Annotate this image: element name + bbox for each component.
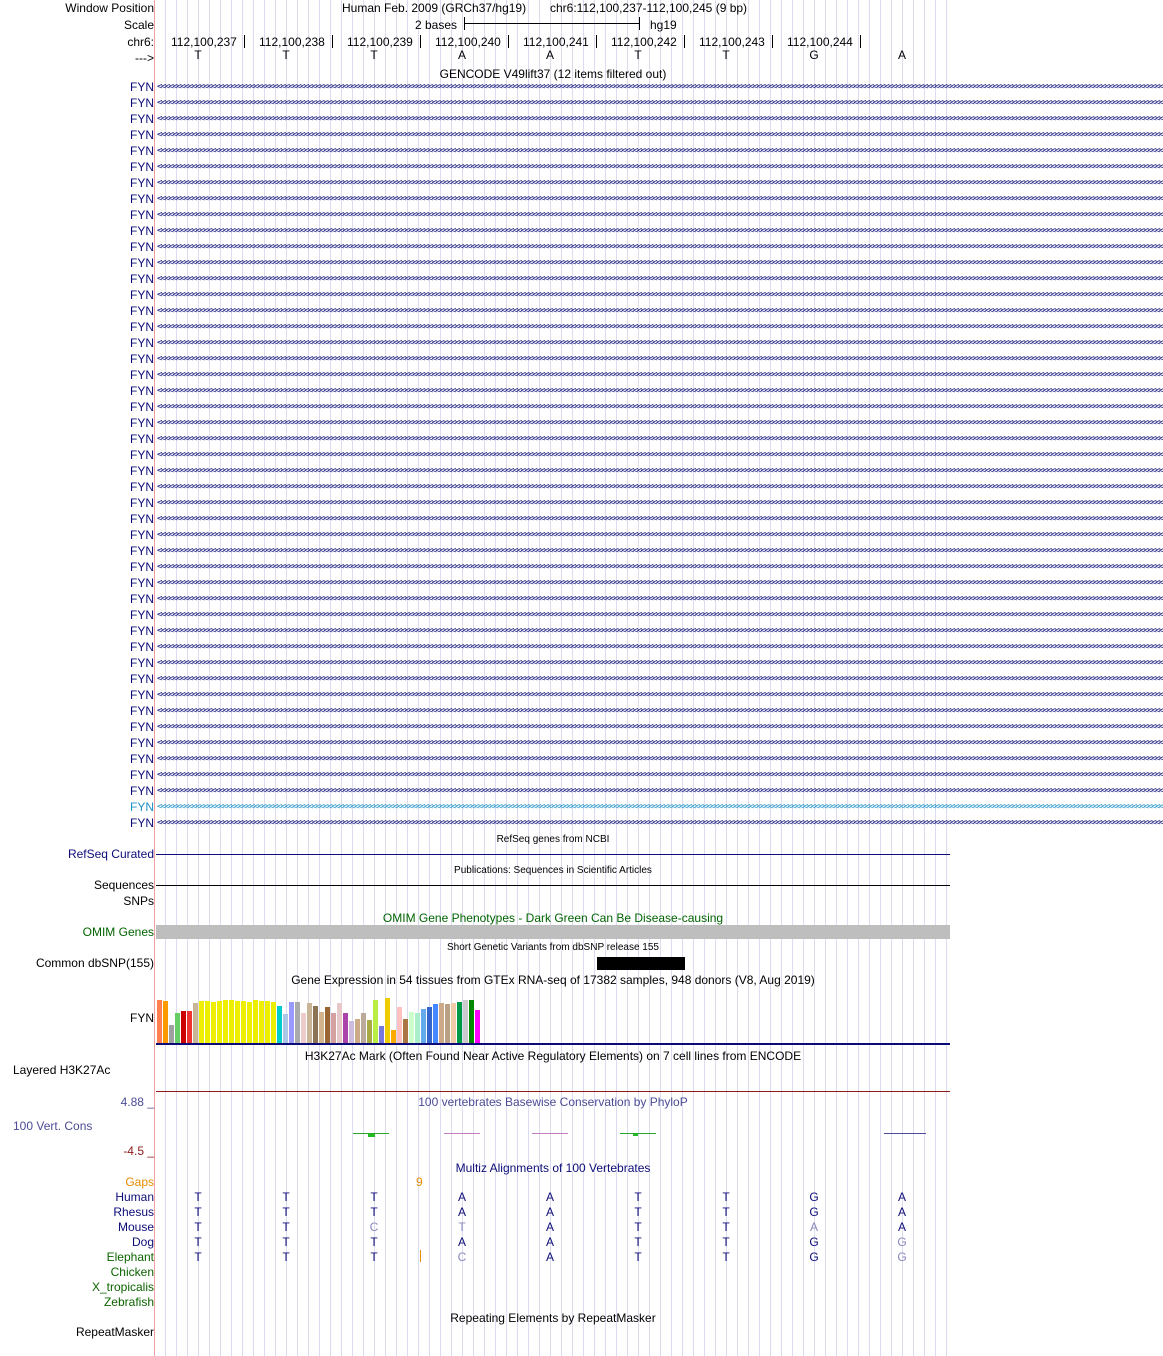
publications-line[interactable] — [156, 885, 950, 886]
publications-title: Publications: Sequences in Scientific Articles — [454, 865, 652, 876]
gencode-fyn-transcript[interactable]: <<<<<<<<<<<<<<<<<<<<<<<<<<<<<<<<<<<<<<<<<<<<<<<<<<<<<<<<<<<<<<<<<<<<<<<<<<<<<<<<<<<<<<<<<<<<<<<<<<<<<<<<<<<<<<<<<<<<<<<<<<<<<<<<<<<<<<<<<<<<<<<<<<<<<<<<<<<<<<<<<<<<<<<<<<<<<<<<<<<<<<<<<<<<<<<<<<<<<<<<<<<<<<<<<<<<<<<<<<<<<<<<<<<<<<<<<<<<<<<<<<<<<<<<<<<<<<<<<<<< — [157, 562, 1163, 572]
gtex-fyn-label[interactable]: FYN — [130, 1011, 154, 1025]
gencode-fyn-label[interactable]: FYN — [130, 80, 154, 94]
gtex-tissue-bar[interactable] — [463, 1000, 468, 1043]
alignment-base: T — [194, 1190, 202, 1204]
coordinate-tick-label: 112,100,237 — [171, 35, 237, 49]
gencode-fyn-label[interactable]: FYN — [130, 352, 154, 366]
gtex-tissue-bar[interactable] — [157, 1000, 162, 1043]
gtex-tissue-bar[interactable] — [241, 1001, 246, 1043]
refseq-title: RefSeq genes from NCBI — [496, 834, 610, 845]
gtex-tissue-bar[interactable] — [469, 1000, 474, 1043]
cons-max-label: 4.88 _ — [120, 1095, 154, 1109]
omim-title: OMIM Gene Phenotypes - Dark Green Can Be Disease-causing — [382, 911, 724, 925]
gtex-tissue-bar[interactable] — [175, 1013, 180, 1043]
gtex-tissue-bar[interactable] — [379, 1026, 384, 1043]
gencode-fyn-label[interactable]: FYN — [130, 608, 154, 622]
elephant-insert-marker — [420, 1250, 421, 1262]
gtex-tissue-bar[interactable] — [187, 1011, 192, 1043]
gencode-fyn-transcript[interactable]: <<<<<<<<<<<<<<<<<<<<<<<<<<<<<<<<<<<<<<<<<<<<<<<<<<<<<<<<<<<<<<<<<<<<<<<<<<<<<<<<<<<<<<<<<<<<<<<<<<<<<<<<<<<<<<<<<<<<<<<<<<<<<<<<<<<<<<<<<<<<<<<<<<<<<<<<<<<<<<<<<<<<<<<<<<<<<<<<<<<<<<<<<<<<<<<<<<<<<<<<<<<<<<<<<<<<<<<<<<<<<<<<<<<<<<<<<<<<<<<<<<<<<<<<<<<<<<<<<<<< — [157, 594, 1163, 604]
gtex-baseline — [156, 1043, 950, 1045]
alignment-base: T — [634, 1220, 642, 1234]
alignment-base: T — [282, 1220, 290, 1234]
gtex-tissue-bar[interactable] — [445, 1004, 450, 1043]
multiz-title: Multiz Alignments of 100 Vertebrates — [455, 1161, 651, 1175]
gencode-fyn-label[interactable]: FYN — [130, 176, 154, 190]
alignment-base: T — [458, 1220, 466, 1234]
coordinate-tick — [772, 35, 773, 48]
gencode-fyn-transcript[interactable]: <<<<<<<<<<<<<<<<<<<<<<<<<<<<<<<<<<<<<<<<<<<<<<<<<<<<<<<<<<<<<<<<<<<<<<<<<<<<<<<<<<<<<<<<<<<<<<<<<<<<<<<<<<<<<<<<<<<<<<<<<<<<<<<<<<<<<<<<<<<<<<<<<<<<<<<<<<<<<<<<<<<<<<<<<<<<<<<<<<<<<<<<<<<<<<<<<<<<<<<<<<<<<<<<<<<<<<<<<<<<<<<<<<<<<<<<<<<<<<<<<<<<<<<<<<<<<<<<<<<< — [157, 738, 1163, 748]
gtex-bar-chart[interactable] — [156, 988, 950, 1043]
reference-base: T — [282, 48, 290, 62]
reference-base: T — [634, 48, 642, 62]
gencode-fyn-transcript[interactable]: <<<<<<<<<<<<<<<<<<<<<<<<<<<<<<<<<<<<<<<<<<<<<<<<<<<<<<<<<<<<<<<<<<<<<<<<<<<<<<<<<<<<<<<<<<<<<<<<<<<<<<<<<<<<<<<<<<<<<<<<<<<<<<<<<<<<<<<<<<<<<<<<<<<<<<<<<<<<<<<<<<<<<<<<<<<<<<<<<<<<<<<<<<<<<<<<<<<<<<<<<<<<<<<<<<<<<<<<<<<<<<<<<<<<<<<<<<<<<<<<<<<<<<<<<<<<<<<<<<<< — [157, 722, 1163, 732]
gaps-value: 9 — [416, 1175, 423, 1189]
gencode-fyn-transcript[interactable]: <<<<<<<<<<<<<<<<<<<<<<<<<<<<<<<<<<<<<<<<<<<<<<<<<<<<<<<<<<<<<<<<<<<<<<<<<<<<<<<<<<<<<<<<<<<<<<<<<<<<<<<<<<<<<<<<<<<<<<<<<<<<<<<<<<<<<<<<<<<<<<<<<<<<<<<<<<<<<<<<<<<<<<<<<<<<<<<<<<<<<<<<<<<<<<<<<<<<<<<<<<<<<<<<<<<<<<<<<<<<<<<<<<<<<<<<<<<<<<<<<<<<<<<<<<<<<<<<<<<< — [157, 338, 1163, 348]
gencode-fyn-label[interactable]: FYN — [130, 624, 154, 638]
gtex-tissue-bar[interactable] — [475, 1010, 480, 1043]
window-position-label: Window Position — [65, 1, 154, 15]
repeatmasker-label[interactable]: RepeatMasker — [75, 1325, 154, 1339]
common-dbsnp-label[interactable]: Common dbSNP(155) — [35, 956, 154, 970]
coordinate-tick — [508, 35, 509, 48]
gencode-fyn-transcript[interactable]: <<<<<<<<<<<<<<<<<<<<<<<<<<<<<<<<<<<<<<<<<<<<<<<<<<<<<<<<<<<<<<<<<<<<<<<<<<<<<<<<<<<<<<<<<<<<<<<<<<<<<<<<<<<<<<<<<<<<<<<<<<<<<<<<<<<<<<<<<<<<<<<<<<<<<<<<<<<<<<<<<<<<<<<<<<<<<<<<<<<<<<<<<<<<<<<<<<<<<<<<<<<<<<<<<<<<<<<<<<<<<<<<<<<<<<<<<<<<<<<<<<<<<<<<<<<<<<<<<<<< — [157, 802, 1163, 812]
gencode-fyn-transcript[interactable]: <<<<<<<<<<<<<<<<<<<<<<<<<<<<<<<<<<<<<<<<<<<<<<<<<<<<<<<<<<<<<<<<<<<<<<<<<<<<<<<<<<<<<<<<<<<<<<<<<<<<<<<<<<<<<<<<<<<<<<<<<<<<<<<<<<<<<<<<<<<<<<<<<<<<<<<<<<<<<<<<<<<<<<<<<<<<<<<<<<<<<<<<<<<<<<<<<<<<<<<<<<<<<<<<<<<<<<<<<<<<<<<<<<<<<<<<<<<<<<<<<<<<<<<<<<<<<<<<<<<< — [157, 818, 1163, 828]
coordinate-tick — [244, 35, 245, 48]
species-label[interactable]: Dog — [131, 1235, 154, 1249]
phylop-score-mark — [444, 1133, 480, 1134]
gtex-tissue-bar[interactable] — [415, 1013, 420, 1043]
gencode-title: GENCODE V49lift37 (12 items filtered out) — [439, 67, 667, 81]
alignment-base: T — [194, 1235, 202, 1249]
gencode-fyn-label[interactable]: FYN — [130, 112, 154, 126]
alignment-base: T — [194, 1250, 202, 1264]
gencode-fyn-transcript[interactable]: <<<<<<<<<<<<<<<<<<<<<<<<<<<<<<<<<<<<<<<<<<<<<<<<<<<<<<<<<<<<<<<<<<<<<<<<<<<<<<<<<<<<<<<<<<<<<<<<<<<<<<<<<<<<<<<<<<<<<<<<<<<<<<<<<<<<<<<<<<<<<<<<<<<<<<<<<<<<<<<<<<<<<<<<<<<<<<<<<<<<<<<<<<<<<<<<<<<<<<<<<<<<<<<<<<<<<<<<<<<<<<<<<<<<<<<<<<<<<<<<<<<<<<<<<<<<<<<<<<<< — [157, 498, 1163, 508]
gencode-fyn-label[interactable]: FYN — [130, 464, 154, 478]
gtex-tissue-bar[interactable] — [205, 1001, 210, 1043]
phylop-score-mark — [532, 1133, 568, 1134]
alignment-base: T — [282, 1190, 290, 1204]
gtex-title: Gene Expression in 54 tissues from GTEx RNA-seq of 17382 samples, 948 donors (V8, Aug 2019) — [291, 973, 815, 987]
layered-h3k27ac-label[interactable]: Layered H3K27Ac — [13, 1063, 111, 1077]
alignment-base: G — [809, 1190, 819, 1204]
gencode-fyn-transcript[interactable]: <<<<<<<<<<<<<<<<<<<<<<<<<<<<<<<<<<<<<<<<<<<<<<<<<<<<<<<<<<<<<<<<<<<<<<<<<<<<<<<<<<<<<<<<<<<<<<<<<<<<<<<<<<<<<<<<<<<<<<<<<<<<<<<<<<<<<<<<<<<<<<<<<<<<<<<<<<<<<<<<<<<<<<<<<<<<<<<<<<<<<<<<<<<<<<<<<<<<<<<<<<<<<<<<<<<<<<<<<<<<<<<<<<<<<<<<<<<<<<<<<<<<<<<<<<<<<<<<<<<< — [157, 226, 1163, 236]
gtex-tissue-bar[interactable] — [259, 1001, 264, 1043]
gencode-fyn-label[interactable]: FYN — [130, 672, 154, 686]
repeatmasker-title: Repeating Elements by RepeatMasker — [450, 1311, 656, 1325]
gencode-fyn-transcript[interactable]: <<<<<<<<<<<<<<<<<<<<<<<<<<<<<<<<<<<<<<<<<<<<<<<<<<<<<<<<<<<<<<<<<<<<<<<<<<<<<<<<<<<<<<<<<<<<<<<<<<<<<<<<<<<<<<<<<<<<<<<<<<<<<<<<<<<<<<<<<<<<<<<<<<<<<<<<<<<<<<<<<<<<<<<<<<<<<<<<<<<<<<<<<<<<<<<<<<<<<<<<<<<<<<<<<<<<<<<<<<<<<<<<<<<<<<<<<<<<<<<<<<<<<<<<<<<<<<<<<<<< — [157, 178, 1163, 188]
gencode-fyn-label[interactable]: FYN — [130, 720, 154, 734]
coordinate-tick-label: 112,100,243 — [699, 35, 765, 49]
alignment-base: T — [194, 1205, 202, 1219]
gtex-tissue-bar[interactable] — [409, 1012, 414, 1043]
gencode-fyn-transcript[interactable]: <<<<<<<<<<<<<<<<<<<<<<<<<<<<<<<<<<<<<<<<<<<<<<<<<<<<<<<<<<<<<<<<<<<<<<<<<<<<<<<<<<<<<<<<<<<<<<<<<<<<<<<<<<<<<<<<<<<<<<<<<<<<<<<<<<<<<<<<<<<<<<<<<<<<<<<<<<<<<<<<<<<<<<<<<<<<<<<<<<<<<<<<<<<<<<<<<<<<<<<<<<<<<<<<<<<<<<<<<<<<<<<<<<<<<<<<<<<<<<<<<<<<<<<<<<<<<<<<<<<< — [157, 530, 1163, 540]
gencode-fyn-transcript[interactable]: <<<<<<<<<<<<<<<<<<<<<<<<<<<<<<<<<<<<<<<<<<<<<<<<<<<<<<<<<<<<<<<<<<<<<<<<<<<<<<<<<<<<<<<<<<<<<<<<<<<<<<<<<<<<<<<<<<<<<<<<<<<<<<<<<<<<<<<<<<<<<<<<<<<<<<<<<<<<<<<<<<<<<<<<<<<<<<<<<<<<<<<<<<<<<<<<<<<<<<<<<<<<<<<<<<<<<<<<<<<<<<<<<<<<<<<<<<<<<<<<<<<<<<<<<<<<<<<<<<<< — [157, 146, 1163, 156]
alignment-base: A — [457, 1190, 466, 1204]
alignment-base: T — [634, 1250, 642, 1264]
gencode-fyn-transcript[interactable]: <<<<<<<<<<<<<<<<<<<<<<<<<<<<<<<<<<<<<<<<<<<<<<<<<<<<<<<<<<<<<<<<<<<<<<<<<<<<<<<<<<<<<<<<<<<<<<<<<<<<<<<<<<<<<<<<<<<<<<<<<<<<<<<<<<<<<<<<<<<<<<<<<<<<<<<<<<<<<<<<<<<<<<<<<<<<<<<<<<<<<<<<<<<<<<<<<<<<<<<<<<<<<<<<<<<<<<<<<<<<<<<<<<<<<<<<<<<<<<<<<<<<<<<<<<<<<<<<<<<< — [157, 242, 1163, 252]
alignment-base: A — [897, 1205, 906, 1219]
species-label[interactable]: Rhesus — [113, 1205, 154, 1219]
alignment-base: T — [634, 1190, 642, 1204]
alignment-base: A — [545, 1190, 554, 1204]
phylop-score-bar — [633, 1134, 638, 1136]
gencode-fyn-label[interactable]: FYN — [130, 544, 154, 558]
gencode-fyn-transcript[interactable]: <<<<<<<<<<<<<<<<<<<<<<<<<<<<<<<<<<<<<<<<<<<<<<<<<<<<<<<<<<<<<<<<<<<<<<<<<<<<<<<<<<<<<<<<<<<<<<<<<<<<<<<<<<<<<<<<<<<<<<<<<<<<<<<<<<<<<<<<<<<<<<<<<<<<<<<<<<<<<<<<<<<<<<<<<<<<<<<<<<<<<<<<<<<<<<<<<<<<<<<<<<<<<<<<<<<<<<<<<<<<<<<<<<<<<<<<<<<<<<<<<<<<<<<<<<<<<<<<<<<< — [157, 754, 1163, 764]
alignment-base: T — [370, 1205, 378, 1219]
coordinate-tick-label: 112,100,240 — [435, 35, 501, 49]
gencode-fyn-label[interactable]: FYN — [130, 96, 154, 110]
gencode-fyn-label[interactable]: FYN — [130, 128, 154, 142]
gtex-tissue-bar[interactable] — [163, 1001, 168, 1043]
gtex-tissue-bar[interactable] — [193, 1003, 198, 1043]
reference-base: A — [897, 48, 906, 62]
gtex-tissue-bar[interactable] — [397, 1007, 402, 1043]
gencode-fyn-transcript[interactable]: <<<<<<<<<<<<<<<<<<<<<<<<<<<<<<<<<<<<<<<<<<<<<<<<<<<<<<<<<<<<<<<<<<<<<<<<<<<<<<<<<<<<<<<<<<<<<<<<<<<<<<<<<<<<<<<<<<<<<<<<<<<<<<<<<<<<<<<<<<<<<<<<<<<<<<<<<<<<<<<<<<<<<<<<<<<<<<<<<<<<<<<<<<<<<<<<<<<<<<<<<<<<<<<<<<<<<<<<<<<<<<<<<<<<<<<<<<<<<<<<<<<<<<<<<<<<<<<<<<<< — [157, 370, 1163, 380]
label-separator — [154, 0, 155, 1356]
alignment-base: T — [194, 1220, 202, 1234]
gencode-fyn-label[interactable]: FYN — [130, 160, 154, 174]
strand-label: ---> — [135, 51, 154, 65]
gtex-tissue-bar[interactable] — [367, 1020, 372, 1043]
gtex-tissue-bar[interactable] — [457, 1002, 462, 1043]
gtex-tissue-bar[interactable] — [373, 1000, 378, 1043]
gencode-fyn-label[interactable]: FYN — [130, 640, 154, 654]
alignment-base: G — [809, 1250, 819, 1264]
alignment-base: A — [545, 1235, 554, 1249]
alignment-base: T — [722, 1250, 730, 1264]
gencode-fyn-label[interactable]: FYN — [130, 560, 154, 574]
gtex-tissue-bar[interactable] — [337, 1003, 342, 1043]
vert-cons-label[interactable]: 100 Vert. Cons — [13, 1119, 93, 1133]
refseq-gene-line[interactable] — [156, 854, 950, 855]
dbsnp-variant[interactable] — [597, 957, 685, 970]
gencode-fyn-transcript[interactable]: <<<<<<<<<<<<<<<<<<<<<<<<<<<<<<<<<<<<<<<<<<<<<<<<<<<<<<<<<<<<<<<<<<<<<<<<<<<<<<<<<<<<<<<<<<<<<<<<<<<<<<<<<<<<<<<<<<<<<<<<<<<<<<<<<<<<<<<<<<<<<<<<<<<<<<<<<<<<<<<<<<<<<<<<<<<<<<<<<<<<<<<<<<<<<<<<<<<<<<<<<<<<<<<<<<<<<<<<<<<<<<<<<<<<<<<<<<<<<<<<<<<<<<<<<<<<<<<<<<<< — [157, 354, 1163, 364]
cons-title: 100 vertebrates Basewise Conservation by PhyloP — [418, 1095, 688, 1109]
gencode-fyn-transcript[interactable]: <<<<<<<<<<<<<<<<<<<<<<<<<<<<<<<<<<<<<<<<<<<<<<<<<<<<<<<<<<<<<<<<<<<<<<<<<<<<<<<<<<<<<<<<<<<<<<<<<<<<<<<<<<<<<<<<<<<<<<<<<<<<<<<<<<<<<<<<<<<<<<<<<<<<<<<<<<<<<<<<<<<<<<<<<<<<<<<<<<<<<<<<<<<<<<<<<<<<<<<<<<<<<<<<<<<<<<<<<<<<<<<<<<<<<<<<<<<<<<<<<<<<<<<<<<<<<<<<<<<< — [157, 546, 1163, 556]
gencode-fyn-label[interactable]: FYN — [130, 384, 154, 398]
gencode-fyn-label[interactable]: FYN — [130, 272, 154, 286]
gtex-tissue-bar[interactable] — [343, 1013, 348, 1043]
publications-sequences-label[interactable]: Sequences — [93, 878, 154, 892]
gencode-fyn-transcript[interactable]: <<<<<<<<<<<<<<<<<<<<<<<<<<<<<<<<<<<<<<<<<<<<<<<<<<<<<<<<<<<<<<<<<<<<<<<<<<<<<<<<<<<<<<<<<<<<<<<<<<<<<<<<<<<<<<<<<<<<<<<<<<<<<<<<<<<<<<<<<<<<<<<<<<<<<<<<<<<<<<<<<<<<<<<<<<<<<<<<<<<<<<<<<<<<<<<<<<<<<<<<<<<<<<<<<<<<<<<<<<<<<<<<<<<<<<<<<<<<<<<<<<<<<<<<<<<<<<<<<<<< — [157, 402, 1163, 412]
gtex-tissue-bar[interactable] — [271, 1002, 276, 1043]
alignment-base: T — [282, 1235, 290, 1249]
gencode-fyn-transcript[interactable]: <<<<<<<<<<<<<<<<<<<<<<<<<<<<<<<<<<<<<<<<<<<<<<<<<<<<<<<<<<<<<<<<<<<<<<<<<<<<<<<<<<<<<<<<<<<<<<<<<<<<<<<<<<<<<<<<<<<<<<<<<<<<<<<<<<<<<<<<<<<<<<<<<<<<<<<<<<<<<<<<<<<<<<<<<<<<<<<<<<<<<<<<<<<<<<<<<<<<<<<<<<<<<<<<<<<<<<<<<<<<<<<<<<<<<<<<<<<<<<<<<<<<<<<<<<<<<<<<<<<< — [157, 306, 1163, 316]
alignment-base: T — [722, 1220, 730, 1234]
refseq-curated-label[interactable]: RefSeq Curated — [67, 847, 154, 861]
phylop-score-mark — [620, 1133, 656, 1134]
alignment-base: A — [809, 1220, 818, 1234]
gencode-fyn-transcript[interactable]: <<<<<<<<<<<<<<<<<<<<<<<<<<<<<<<<<<<<<<<<<<<<<<<<<<<<<<<<<<<<<<<<<<<<<<<<<<<<<<<<<<<<<<<<<<<<<<<<<<<<<<<<<<<<<<<<<<<<<<<<<<<<<<<<<<<<<<<<<<<<<<<<<<<<<<<<<<<<<<<<<<<<<<<<<<<<<<<<<<<<<<<<<<<<<<<<<<<<<<<<<<<<<<<<<<<<<<<<<<<<<<<<<<<<<<<<<<<<<<<<<<<<<<<<<<<<<<<<<<<< — [157, 514, 1163, 524]
gencode-fyn-transcript[interactable]: <<<<<<<<<<<<<<<<<<<<<<<<<<<<<<<<<<<<<<<<<<<<<<<<<<<<<<<<<<<<<<<<<<<<<<<<<<<<<<<<<<<<<<<<<<<<<<<<<<<<<<<<<<<<<<<<<<<<<<<<<<<<<<<<<<<<<<<<<<<<<<<<<<<<<<<<<<<<<<<<<<<<<<<<<<<<<<<<<<<<<<<<<<<<<<<<<<<<<<<<<<<<<<<<<<<<<<<<<<<<<<<<<<<<<<<<<<<<<<<<<<<<<<<<<<<<<<<<<<<< — [157, 770, 1163, 780]
gencode-fyn-transcript[interactable]: <<<<<<<<<<<<<<<<<<<<<<<<<<<<<<<<<<<<<<<<<<<<<<<<<<<<<<<<<<<<<<<<<<<<<<<<<<<<<<<<<<<<<<<<<<<<<<<<<<<<<<<<<<<<<<<<<<<<<<<<<<<<<<<<<<<<<<<<<<<<<<<<<<<<<<<<<<<<<<<<<<<<<<<<<<<<<<<<<<<<<<<<<<<<<<<<<<<<<<<<<<<<<<<<<<<<<<<<<<<<<<<<<<<<<<<<<<<<<<<<<<<<<<<<<<<<<<<<<<<< — [157, 466, 1163, 476]
gtex-tissue-bar[interactable] — [283, 1014, 288, 1043]
alignment-base: G — [897, 1250, 907, 1264]
gencode-fyn-label[interactable]: FYN — [130, 304, 154, 318]
gtex-tissue-bar[interactable] — [439, 1003, 444, 1043]
gencode-fyn-label[interactable]: FYN — [130, 192, 154, 206]
alignment-base: A — [897, 1220, 906, 1234]
alignment-base: A — [545, 1250, 554, 1264]
gtex-tissue-bar[interactable] — [325, 1007, 330, 1043]
gencode-fyn-transcript[interactable]: <<<<<<<<<<<<<<<<<<<<<<<<<<<<<<<<<<<<<<<<<<<<<<<<<<<<<<<<<<<<<<<<<<<<<<<<<<<<<<<<<<<<<<<<<<<<<<<<<<<<<<<<<<<<<<<<<<<<<<<<<<<<<<<<<<<<<<<<<<<<<<<<<<<<<<<<<<<<<<<<<<<<<<<<<<<<<<<<<<<<<<<<<<<<<<<<<<<<<<<<<<<<<<<<<<<<<<<<<<<<<<<<<<<<<<<<<<<<<<<<<<<<<<<<<<<<<<<<<<<< — [157, 434, 1163, 444]
gencode-fyn-label[interactable]: FYN — [130, 320, 154, 334]
gencode-fyn-transcript[interactable]: <<<<<<<<<<<<<<<<<<<<<<<<<<<<<<<<<<<<<<<<<<<<<<<<<<<<<<<<<<<<<<<<<<<<<<<<<<<<<<<<<<<<<<<<<<<<<<<<<<<<<<<<<<<<<<<<<<<<<<<<<<<<<<<<<<<<<<<<<<<<<<<<<<<<<<<<<<<<<<<<<<<<<<<<<<<<<<<<<<<<<<<<<<<<<<<<<<<<<<<<<<<<<<<<<<<<<<<<<<<<<<<<<<<<<<<<<<<<<<<<<<<<<<<<<<<<<<<<<<<< — [157, 418, 1163, 428]
gencode-fyn-label[interactable]: FYN — [130, 224, 154, 238]
gtex-tissue-bar[interactable] — [361, 1013, 366, 1043]
gencode-fyn-label[interactable]: FYN — [130, 592, 154, 606]
gtex-tissue-bar[interactable] — [349, 1021, 354, 1043]
gtex-tissue-bar[interactable] — [199, 1001, 204, 1043]
alignment-base: A — [545, 1205, 554, 1219]
coordinate-tick-label: 112,100,238 — [259, 35, 325, 49]
gencode-fyn-transcript[interactable]: <<<<<<<<<<<<<<<<<<<<<<<<<<<<<<<<<<<<<<<<<<<<<<<<<<<<<<<<<<<<<<<<<<<<<<<<<<<<<<<<<<<<<<<<<<<<<<<<<<<<<<<<<<<<<<<<<<<<<<<<<<<<<<<<<<<<<<<<<<<<<<<<<<<<<<<<<<<<<<<<<<<<<<<<<<<<<<<<<<<<<<<<<<<<<<<<<<<<<<<<<<<<<<<<<<<<<<<<<<<<<<<<<<<<<<<<<<<<<<<<<<<<<<<<<<<<<<<<<<<< — [157, 290, 1163, 300]
scale-bar — [464, 17, 640, 31]
coordinate-tick — [332, 35, 333, 48]
gencode-fyn-label[interactable]: FYN — [130, 688, 154, 702]
coordinate-tick-label: 112,100,239 — [347, 35, 413, 49]
gencode-fyn-label[interactable]: FYN — [130, 416, 154, 430]
snps-label[interactable]: SNPs — [123, 894, 154, 908]
alignment-base: C — [369, 1220, 379, 1234]
gencode-fyn-transcript[interactable]: <<<<<<<<<<<<<<<<<<<<<<<<<<<<<<<<<<<<<<<<<<<<<<<<<<<<<<<<<<<<<<<<<<<<<<<<<<<<<<<<<<<<<<<<<<<<<<<<<<<<<<<<<<<<<<<<<<<<<<<<<<<<<<<<<<<<<<<<<<<<<<<<<<<<<<<<<<<<<<<<<<<<<<<<<<<<<<<<<<<<<<<<<<<<<<<<<<<<<<<<<<<<<<<<<<<<<<<<<<<<<<<<<<<<<<<<<<<<<<<<<<<<<<<<<<<<<<<<<<<< — [157, 674, 1163, 684]
gtex-tissue-bar[interactable] — [403, 1019, 408, 1043]
gencode-fyn-label[interactable]: FYN — [130, 448, 154, 462]
omim-genes-label[interactable]: OMIM Genes — [82, 925, 154, 939]
alignment-base: A — [457, 1205, 466, 1219]
gencode-fyn-label[interactable]: FYN — [130, 512, 154, 526]
gencode-fyn-label[interactable]: FYN — [130, 480, 154, 494]
gencode-fyn-label[interactable]: FYN — [130, 288, 154, 302]
coordinate-tick-label: 112,100,244 — [787, 35, 853, 49]
gencode-fyn-label[interactable]: FYN — [130, 368, 154, 382]
alignment-base: C — [457, 1250, 467, 1264]
gtex-tissue-bar[interactable] — [277, 1006, 282, 1043]
gtex-tissue-bar[interactable] — [289, 1002, 294, 1043]
gencode-fyn-transcript[interactable]: <<<<<<<<<<<<<<<<<<<<<<<<<<<<<<<<<<<<<<<<<<<<<<<<<<<<<<<<<<<<<<<<<<<<<<<<<<<<<<<<<<<<<<<<<<<<<<<<<<<<<<<<<<<<<<<<<<<<<<<<<<<<<<<<<<<<<<<<<<<<<<<<<<<<<<<<<<<<<<<<<<<<<<<<<<<<<<<<<<<<<<<<<<<<<<<<<<<<<<<<<<<<<<<<<<<<<<<<<<<<<<<<<<<<<<<<<<<<<<<<<<<<<<<<<<<<<<<<<<<< — [157, 210, 1163, 220]
gencode-fyn-label[interactable]: FYN — [130, 256, 154, 270]
gtex-tissue-bar[interactable] — [211, 1002, 216, 1043]
gencode-fyn-transcript[interactable]: <<<<<<<<<<<<<<<<<<<<<<<<<<<<<<<<<<<<<<<<<<<<<<<<<<<<<<<<<<<<<<<<<<<<<<<<<<<<<<<<<<<<<<<<<<<<<<<<<<<<<<<<<<<<<<<<<<<<<<<<<<<<<<<<<<<<<<<<<<<<<<<<<<<<<<<<<<<<<<<<<<<<<<<<<<<<<<<<<<<<<<<<<<<<<<<<<<<<<<<<<<<<<<<<<<<<<<<<<<<<<<<<<<<<<<<<<<<<<<<<<<<<<<<<<<<<<<<<<<<< — [157, 706, 1163, 716]
alignment-base: A — [545, 1220, 554, 1234]
reference-base: A — [545, 48, 554, 62]
scale-db: hg19 — [650, 18, 677, 32]
reference-base: T — [370, 48, 378, 62]
gtex-tissue-bar[interactable] — [295, 1002, 300, 1043]
coordinate-tick — [420, 35, 421, 48]
gencode-fyn-transcript[interactable]: <<<<<<<<<<<<<<<<<<<<<<<<<<<<<<<<<<<<<<<<<<<<<<<<<<<<<<<<<<<<<<<<<<<<<<<<<<<<<<<<<<<<<<<<<<<<<<<<<<<<<<<<<<<<<<<<<<<<<<<<<<<<<<<<<<<<<<<<<<<<<<<<<<<<<<<<<<<<<<<<<<<<<<<<<<<<<<<<<<<<<<<<<<<<<<<<<<<<<<<<<<<<<<<<<<<<<<<<<<<<<<<<<<<<<<<<<<<<<<<<<<<<<<<<<<<<<<<<<<<< — [157, 450, 1163, 460]
gencode-fyn-label[interactable]: FYN — [130, 432, 154, 446]
h3k27ac-title: H3K27Ac Mark (Often Found Near Active Regulatory Elements) on 7 cell lines from ENCODE — [304, 1049, 802, 1063]
gencode-fyn-label[interactable]: FYN — [130, 400, 154, 414]
gtex-tissue-bar[interactable] — [247, 1002, 252, 1043]
gencode-fyn-transcript[interactable]: <<<<<<<<<<<<<<<<<<<<<<<<<<<<<<<<<<<<<<<<<<<<<<<<<<<<<<<<<<<<<<<<<<<<<<<<<<<<<<<<<<<<<<<<<<<<<<<<<<<<<<<<<<<<<<<<<<<<<<<<<<<<<<<<<<<<<<<<<<<<<<<<<<<<<<<<<<<<<<<<<<<<<<<<<<<<<<<<<<<<<<<<<<<<<<<<<<<<<<<<<<<<<<<<<<<<<<<<<<<<<<<<<<<<<<<<<<<<<<<<<<<<<<<<<<<<<<<<<<<< — [157, 626, 1163, 636]
gencode-fyn-label[interactable]: FYN — [130, 144, 154, 158]
gtex-tissue-bar[interactable] — [217, 1001, 222, 1043]
gencode-fyn-label[interactable]: FYN — [130, 784, 154, 798]
alignment-base: T — [370, 1250, 378, 1264]
gtex-tissue-bar[interactable] — [433, 1004, 438, 1043]
reference-base: G — [809, 48, 819, 62]
gtex-tissue-bar[interactable] — [319, 1012, 324, 1043]
gaps-label: Gaps — [125, 1175, 154, 1189]
gencode-fyn-label[interactable]: FYN — [130, 576, 154, 590]
gtex-tissue-bar[interactable] — [301, 1013, 306, 1043]
gencode-fyn-transcript[interactable]: <<<<<<<<<<<<<<<<<<<<<<<<<<<<<<<<<<<<<<<<<<<<<<<<<<<<<<<<<<<<<<<<<<<<<<<<<<<<<<<<<<<<<<<<<<<<<<<<<<<<<<<<<<<<<<<<<<<<<<<<<<<<<<<<<<<<<<<<<<<<<<<<<<<<<<<<<<<<<<<<<<<<<<<<<<<<<<<<<<<<<<<<<<<<<<<<<<<<<<<<<<<<<<<<<<<<<<<<<<<<<<<<<<<<<<<<<<<<<<<<<<<<<<<<<<<<<<<<<<<< — [157, 130, 1163, 140]
gencode-fyn-transcript[interactable]: <<<<<<<<<<<<<<<<<<<<<<<<<<<<<<<<<<<<<<<<<<<<<<<<<<<<<<<<<<<<<<<<<<<<<<<<<<<<<<<<<<<<<<<<<<<<<<<<<<<<<<<<<<<<<<<<<<<<<<<<<<<<<<<<<<<<<<<<<<<<<<<<<<<<<<<<<<<<<<<<<<<<<<<<<<<<<<<<<<<<<<<<<<<<<<<<<<<<<<<<<<<<<<<<<<<<<<<<<<<<<<<<<<<<<<<<<<<<<<<<<<<<<<<<<<<<<<<<<<<< — [157, 642, 1163, 652]
gencode-fyn-transcript[interactable]: <<<<<<<<<<<<<<<<<<<<<<<<<<<<<<<<<<<<<<<<<<<<<<<<<<<<<<<<<<<<<<<<<<<<<<<<<<<<<<<<<<<<<<<<<<<<<<<<<<<<<<<<<<<<<<<<<<<<<<<<<<<<<<<<<<<<<<<<<<<<<<<<<<<<<<<<<<<<<<<<<<<<<<<<<<<<<<<<<<<<<<<<<<<<<<<<<<<<<<<<<<<<<<<<<<<<<<<<<<<<<<<<<<<<<<<<<<<<<<<<<<<<<<<<<<<<<<<<<<<< — [157, 274, 1163, 284]
alignment-base: T — [722, 1190, 730, 1204]
coordinate-tick — [860, 35, 861, 48]
species-label[interactable]: Chicken — [110, 1265, 154, 1279]
gencode-fyn-label[interactable]: FYN — [130, 816, 154, 830]
gtex-tissue-bar[interactable] — [451, 1003, 456, 1043]
gencode-fyn-label[interactable]: FYN — [130, 208, 154, 222]
gtex-tissue-bar[interactable] — [385, 998, 390, 1043]
gencode-fyn-label[interactable]: FYN — [130, 768, 154, 782]
gencode-fyn-label[interactable]: FYN — [130, 704, 154, 718]
gencode-fyn-label[interactable]: FYN — [130, 528, 154, 542]
alignment-base: G — [809, 1235, 819, 1249]
gencode-fyn-transcript[interactable]: <<<<<<<<<<<<<<<<<<<<<<<<<<<<<<<<<<<<<<<<<<<<<<<<<<<<<<<<<<<<<<<<<<<<<<<<<<<<<<<<<<<<<<<<<<<<<<<<<<<<<<<<<<<<<<<<<<<<<<<<<<<<<<<<<<<<<<<<<<<<<<<<<<<<<<<<<<<<<<<<<<<<<<<<<<<<<<<<<<<<<<<<<<<<<<<<<<<<<<<<<<<<<<<<<<<<<<<<<<<<<<<<<<<<<<<<<<<<<<<<<<<<<<<<<<<<<<<<<<<< — [157, 610, 1163, 620]
gencode-fyn-transcript[interactable]: <<<<<<<<<<<<<<<<<<<<<<<<<<<<<<<<<<<<<<<<<<<<<<<<<<<<<<<<<<<<<<<<<<<<<<<<<<<<<<<<<<<<<<<<<<<<<<<<<<<<<<<<<<<<<<<<<<<<<<<<<<<<<<<<<<<<<<<<<<<<<<<<<<<<<<<<<<<<<<<<<<<<<<<<<<<<<<<<<<<<<<<<<<<<<<<<<<<<<<<<<<<<<<<<<<<<<<<<<<<<<<<<<<<<<<<<<<<<<<<<<<<<<<<<<<<<<<<<<<<< — [157, 386, 1163, 396]
gtex-tissue-bar[interactable] — [235, 1001, 240, 1043]
gencode-fyn-transcript[interactable]: <<<<<<<<<<<<<<<<<<<<<<<<<<<<<<<<<<<<<<<<<<<<<<<<<<<<<<<<<<<<<<<<<<<<<<<<<<<<<<<<<<<<<<<<<<<<<<<<<<<<<<<<<<<<<<<<<<<<<<<<<<<<<<<<<<<<<<<<<<<<<<<<<<<<<<<<<<<<<<<<<<<<<<<<<<<<<<<<<<<<<<<<<<<<<<<<<<<<<<<<<<<<<<<<<<<<<<<<<<<<<<<<<<<<<<<<<<<<<<<<<<<<<<<<<<<<<<<<<<<< — [157, 658, 1163, 668]
gtex-tissue-bar[interactable] — [181, 1011, 186, 1043]
gencode-fyn-transcript[interactable]: <<<<<<<<<<<<<<<<<<<<<<<<<<<<<<<<<<<<<<<<<<<<<<<<<<<<<<<<<<<<<<<<<<<<<<<<<<<<<<<<<<<<<<<<<<<<<<<<<<<<<<<<<<<<<<<<<<<<<<<<<<<<<<<<<<<<<<<<<<<<<<<<<<<<<<<<<<<<<<<<<<<<<<<<<<<<<<<<<<<<<<<<<<<<<<<<<<<<<<<<<<<<<<<<<<<<<<<<<<<<<<<<<<<<<<<<<<<<<<<<<<<<<<<<<<<<<<<<<<<< — [157, 786, 1163, 796]
reference-base: T — [194, 48, 202, 62]
gencode-fyn-label[interactable]: FYN — [130, 736, 154, 750]
alignment-base: G — [809, 1205, 819, 1219]
gencode-fyn-transcript[interactable]: <<<<<<<<<<<<<<<<<<<<<<<<<<<<<<<<<<<<<<<<<<<<<<<<<<<<<<<<<<<<<<<<<<<<<<<<<<<<<<<<<<<<<<<<<<<<<<<<<<<<<<<<<<<<<<<<<<<<<<<<<<<<<<<<<<<<<<<<<<<<<<<<<<<<<<<<<<<<<<<<<<<<<<<<<<<<<<<<<<<<<<<<<<<<<<<<<<<<<<<<<<<<<<<<<<<<<<<<<<<<<<<<<<<<<<<<<<<<<<<<<<<<<<<<<<<<<<<<<<<< — [157, 258, 1163, 268]
alignment-base: A — [897, 1190, 906, 1204]
scale-text: 2 bases — [415, 18, 458, 32]
gtex-tissue-bar[interactable] — [169, 1025, 174, 1043]
reference-base: T — [722, 48, 730, 62]
alignment-base: T — [370, 1235, 378, 1249]
position-readout: chr6:112,100,237-112,100,245 (9 bp) — [550, 1, 748, 15]
dbsnp-title: Short Genetic Variants from dbSNP release 155 — [447, 942, 659, 953]
alignment-base: T — [722, 1205, 730, 1219]
gtex-tissue-bar[interactable] — [331, 1013, 336, 1043]
gencode-fyn-label[interactable]: FYN — [130, 656, 154, 670]
gtex-tissue-bar[interactable] — [355, 1019, 360, 1043]
gtex-tissue-bar[interactable] — [391, 1030, 396, 1043]
species-label[interactable]: Human — [115, 1190, 154, 1204]
coordinate-tick-label: 112,100,242 — [611, 35, 677, 49]
track-label-column — [0, 0, 154, 1356]
chrom-label: chr6: — [127, 35, 154, 49]
gtex-tissue-bar[interactable] — [421, 1009, 426, 1043]
phylop-score-bar — [368, 1134, 375, 1137]
alignment-base: T — [282, 1250, 290, 1264]
alignment-base: T — [634, 1235, 642, 1249]
alignment-base: T — [282, 1205, 290, 1219]
gencode-fyn-transcript[interactable]: <<<<<<<<<<<<<<<<<<<<<<<<<<<<<<<<<<<<<<<<<<<<<<<<<<<<<<<<<<<<<<<<<<<<<<<<<<<<<<<<<<<<<<<<<<<<<<<<<<<<<<<<<<<<<<<<<<<<<<<<<<<<<<<<<<<<<<<<<<<<<<<<<<<<<<<<<<<<<<<<<<<<<<<<<<<<<<<<<<<<<<<<<<<<<<<<<<<<<<<<<<<<<<<<<<<<<<<<<<<<<<<<<<<<<<<<<<<<<<<<<<<<<<<<<<<<<<<<<<<< — [157, 194, 1163, 204]
gtex-tissue-bar[interactable] — [427, 1007, 432, 1043]
gtex-tissue-bar[interactable] — [265, 1001, 270, 1043]
gencode-fyn-transcript[interactable]: <<<<<<<<<<<<<<<<<<<<<<<<<<<<<<<<<<<<<<<<<<<<<<<<<<<<<<<<<<<<<<<<<<<<<<<<<<<<<<<<<<<<<<<<<<<<<<<<<<<<<<<<<<<<<<<<<<<<<<<<<<<<<<<<<<<<<<<<<<<<<<<<<<<<<<<<<<<<<<<<<<<<<<<<<<<<<<<<<<<<<<<<<<<<<<<<<<<<<<<<<<<<<<<<<<<<<<<<<<<<<<<<<<<<<<<<<<<<<<<<<<<<<<<<<<<<<<<<<<<< — [157, 690, 1163, 700]
gencode-fyn-label[interactable]: FYN — [130, 240, 154, 254]
gencode-fyn-transcript[interactable]: <<<<<<<<<<<<<<<<<<<<<<<<<<<<<<<<<<<<<<<<<<<<<<<<<<<<<<<<<<<<<<<<<<<<<<<<<<<<<<<<<<<<<<<<<<<<<<<<<<<<<<<<<<<<<<<<<<<<<<<<<<<<<<<<<<<<<<<<<<<<<<<<<<<<<<<<<<<<<<<<<<<<<<<<<<<<<<<<<<<<<<<<<<<<<<<<<<<<<<<<<<<<<<<<<<<<<<<<<<<<<<<<<<<<<<<<<<<<<<<<<<<<<<<<<<<<<<<<<<<< — [157, 482, 1163, 492]
coordinate-tick — [684, 35, 685, 48]
gtex-tissue-bar[interactable] — [223, 1000, 228, 1043]
gencode-fyn-transcript[interactable]: <<<<<<<<<<<<<<<<<<<<<<<<<<<<<<<<<<<<<<<<<<<<<<<<<<<<<<<<<<<<<<<<<<<<<<<<<<<<<<<<<<<<<<<<<<<<<<<<<<<<<<<<<<<<<<<<<<<<<<<<<<<<<<<<<<<<<<<<<<<<<<<<<<<<<<<<<<<<<<<<<<<<<<<<<<<<<<<<<<<<<<<<<<<<<<<<<<<<<<<<<<<<<<<<<<<<<<<<<<<<<<<<<<<<<<<<<<<<<<<<<<<<<<<<<<<<<<<<<<<< — [157, 162, 1163, 172]
gencode-fyn-transcript[interactable]: <<<<<<<<<<<<<<<<<<<<<<<<<<<<<<<<<<<<<<<<<<<<<<<<<<<<<<<<<<<<<<<<<<<<<<<<<<<<<<<<<<<<<<<<<<<<<<<<<<<<<<<<<<<<<<<<<<<<<<<<<<<<<<<<<<<<<<<<<<<<<<<<<<<<<<<<<<<<<<<<<<<<<<<<<<<<<<<<<<<<<<<<<<<<<<<<<<<<<<<<<<<<<<<<<<<<<<<<<<<<<<<<<<<<<<<<<<<<<<<<<<<<<<<<<<<<<<<<<<<< — [157, 82, 1163, 92]
gencode-fyn-label[interactable]: FYN — [130, 496, 154, 510]
gencode-fyn-transcript[interactable]: <<<<<<<<<<<<<<<<<<<<<<<<<<<<<<<<<<<<<<<<<<<<<<<<<<<<<<<<<<<<<<<<<<<<<<<<<<<<<<<<<<<<<<<<<<<<<<<<<<<<<<<<<<<<<<<<<<<<<<<<<<<<<<<<<<<<<<<<<<<<<<<<<<<<<<<<<<<<<<<<<<<<<<<<<<<<<<<<<<<<<<<<<<<<<<<<<<<<<<<<<<<<<<<<<<<<<<<<<<<<<<<<<<<<<<<<<<<<<<<<<<<<<<<<<<<<<<<<<<<< — [157, 578, 1163, 588]
assembly-title: Human Feb. 2009 (GRCh37/hg19) — [342, 1, 527, 15]
coordinate-tick — [596, 35, 597, 48]
gencode-fyn-transcript[interactable]: <<<<<<<<<<<<<<<<<<<<<<<<<<<<<<<<<<<<<<<<<<<<<<<<<<<<<<<<<<<<<<<<<<<<<<<<<<<<<<<<<<<<<<<<<<<<<<<<<<<<<<<<<<<<<<<<<<<<<<<<<<<<<<<<<<<<<<<<<<<<<<<<<<<<<<<<<<<<<<<<<<<<<<<<<<<<<<<<<<<<<<<<<<<<<<<<<<<<<<<<<<<<<<<<<<<<<<<<<<<<<<<<<<<<<<<<<<<<<<<<<<<<<<<<<<<<<<<<<<<< — [157, 322, 1163, 332]
species-label[interactable]: Elephant — [106, 1250, 154, 1264]
gencode-fyn-label[interactable]: FYN — [130, 800, 154, 814]
gencode-fyn-label[interactable]: FYN — [130, 752, 154, 766]
coordinate-tick-label: 112,100,241 — [523, 35, 589, 49]
alignment-base: T — [722, 1235, 730, 1249]
gtex-tissue-bar[interactable] — [229, 1000, 234, 1043]
omim-feature-bar[interactable] — [156, 925, 950, 939]
h3k27ac-baseline — [156, 1091, 950, 1092]
alignment-base: T — [370, 1190, 378, 1204]
gencode-fyn-transcript[interactable]: <<<<<<<<<<<<<<<<<<<<<<<<<<<<<<<<<<<<<<<<<<<<<<<<<<<<<<<<<<<<<<<<<<<<<<<<<<<<<<<<<<<<<<<<<<<<<<<<<<<<<<<<<<<<<<<<<<<<<<<<<<<<<<<<<<<<<<<<<<<<<<<<<<<<<<<<<<<<<<<<<<<<<<<<<<<<<<<<<<<<<<<<<<<<<<<<<<<<<<<<<<<<<<<<<<<<<<<<<<<<<<<<<<<<<<<<<<<<<<<<<<<<<<<<<<<<<<<<<<<< — [157, 114, 1163, 124]
gtex-tissue-bar[interactable] — [253, 1000, 258, 1043]
species-label[interactable]: Mouse — [117, 1220, 154, 1234]
species-label[interactable]: Zebrafish — [103, 1295, 154, 1309]
gtex-tissue-bar[interactable] — [313, 1006, 318, 1043]
gencode-fyn-transcript[interactable]: <<<<<<<<<<<<<<<<<<<<<<<<<<<<<<<<<<<<<<<<<<<<<<<<<<<<<<<<<<<<<<<<<<<<<<<<<<<<<<<<<<<<<<<<<<<<<<<<<<<<<<<<<<<<<<<<<<<<<<<<<<<<<<<<<<<<<<<<<<<<<<<<<<<<<<<<<<<<<<<<<<<<<<<<<<<<<<<<<<<<<<<<<<<<<<<<<<<<<<<<<<<<<<<<<<<<<<<<<<<<<<<<<<<<<<<<<<<<<<<<<<<<<<<<<<<<<<<<<<<< — [157, 98, 1163, 108]
cons-min-label: -4.5 _ — [123, 1144, 154, 1158]
alignment-base: A — [457, 1235, 466, 1249]
alignment-base: G — [897, 1235, 907, 1249]
reference-base: A — [457, 48, 466, 62]
gencode-fyn-label[interactable]: FYN — [130, 336, 154, 350]
species-label[interactable]: X_tropicalis — [91, 1280, 154, 1294]
alignment-base: T — [634, 1205, 642, 1219]
phylop-score-mark — [884, 1133, 926, 1134]
gtex-tissue-bar[interactable] — [307, 1003, 312, 1043]
scale-label: Scale — [123, 18, 154, 32]
